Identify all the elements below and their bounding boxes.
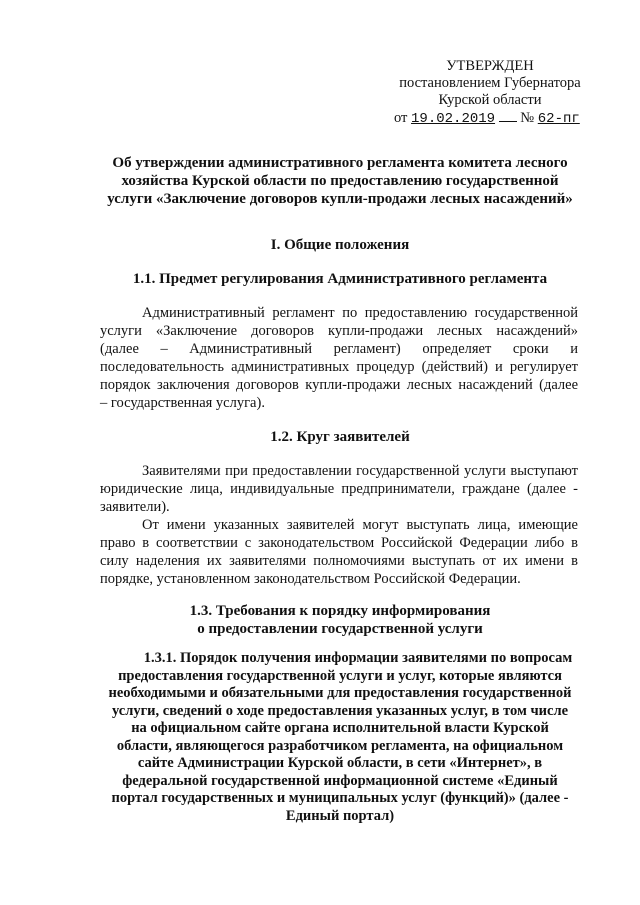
document-title-line-3: услуги «Заключение договоров купли-продажи лесных насаждений»	[107, 191, 573, 207]
item-line: услуги, сведений о ходе предоставления указанных услуг, в том числе	[111, 702, 569, 719]
item-line: Единый портал)	[285, 807, 395, 824]
item-line: 1.3.1. Порядок получения информации заявителями по вопросам	[143, 650, 573, 666]
section-1-heading: I. Общие положения	[270, 237, 410, 253]
paragraph-line: порядок заключения договоров купли-продажи лесных насаждений (далее	[100, 377, 578, 393]
approval-line-1: постановлением Губернатора	[399, 75, 581, 91]
subsection-1-2-paragraph-1	[100, 462, 578, 516]
paragraph-line: силу наделения их заявителями полномочиями выступать от их имени в	[100, 553, 578, 569]
subsection-1-3-heading	[60, 602, 620, 638]
date-value: 19.02.2019	[411, 111, 496, 127]
paragraph-line: Заявителями при предоставлении государственной услуги выступают	[142, 463, 578, 479]
paragraph-line: услуги «Заключение договоров купли-продажи лесных насаждений»	[100, 323, 578, 339]
item-line: на официальном сайте органа исполнительной власти Курской	[131, 720, 549, 736]
subsection-1-1-heading: 1.1. Предмет регулирования Административного регламента	[132, 271, 548, 287]
number-prefix: №	[520, 110, 535, 126]
item-line: портал государственных и муниципальных услуг (функций)» (далее -	[111, 790, 569, 806]
paragraph-line: Административный регламент по предоставлению государственной	[142, 305, 578, 321]
item-line: предоставления государственной услуги и услуг, которые являются	[118, 667, 562, 684]
subsection-1-3-heading-line-1: 1.3. Требования к порядку информирования	[189, 603, 491, 619]
paragraph-line: От имени указанных заявителей могут выступать лица, имеющие	[142, 517, 578, 533]
paragraph-line: заявители).	[100, 499, 170, 515]
approval-block	[390, 58, 590, 128]
paragraph-line: право в соответствии с законодательством Российской Федерации либо в	[100, 535, 578, 551]
item-line: федеральной государственной информационной системе «Единый	[122, 772, 558, 789]
paragraph-line: порядке, установленном законодательством Российской Федерации.	[100, 571, 521, 587]
item-line: области, являющегося разработчиком регламента, на официальном	[116, 737, 564, 754]
paragraph-line: (далее – Административный регламент) определяет сроки и	[100, 341, 578, 357]
subsection-1-2-heading: 1.2. Круг заявителей	[270, 429, 410, 445]
subsection-1-1-paragraph	[100, 304, 578, 412]
item-line: сайте Администрации Курской области, в сети «Интернет», в	[137, 755, 543, 771]
subsection-1-3-heading-line-2: о предоставлении государственной услуги	[197, 621, 483, 637]
approval-line-2: Курской области	[438, 92, 542, 108]
number-value: 62-пг	[537, 111, 580, 127]
paragraph-line: последовательность административных процедур (действий) и регулирует	[100, 359, 578, 375]
paragraph-line: – государственная услуга).	[100, 395, 265, 411]
approval-title: УТВЕРЖДЕН	[446, 58, 534, 74]
document-title-line-1: Об утверждении административного регламента комитета лесного	[112, 155, 568, 171]
document-title-line-2: хозяйства Курской области по предоставлению государственной	[121, 173, 559, 189]
item-1-3-1	[100, 650, 580, 825]
date-prefix: от	[394, 110, 408, 126]
approval-date-line	[394, 109, 590, 128]
document-title	[80, 154, 600, 208]
subsection-1-2-paragraph-2	[100, 516, 578, 588]
date-underline	[499, 109, 517, 122]
paragraph-line: юридические лица, индивидуальные предприниматели, граждане (далее -	[100, 481, 578, 497]
item-line: необходимыми и обязательными для предоставления государственной	[108, 685, 572, 701]
